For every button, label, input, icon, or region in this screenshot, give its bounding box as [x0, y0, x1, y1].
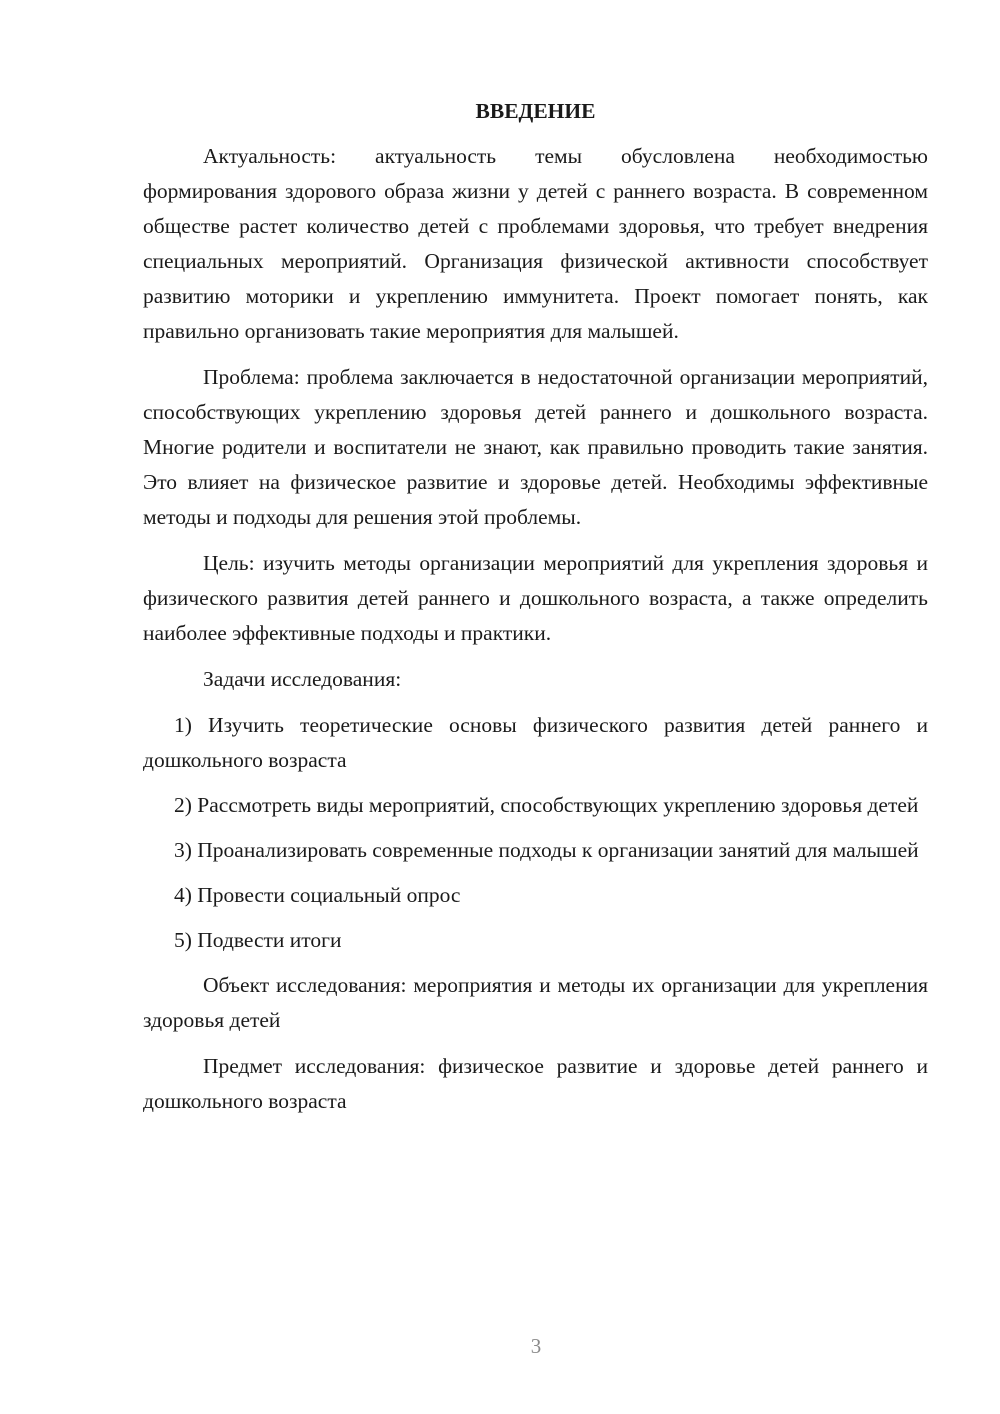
paragraph-goal: Цель: изучить методы организации мероприятий для укрепления здоровья и физического развития детей раннего и дошкольного возраста, а также определить наиболее эффективные подходы и практики.: [143, 551, 928, 645]
page-title: ВВЕДЕНИЕ: [475, 99, 596, 123]
list-item-task-1: 1) Изучить теоретические основы физического развития детей раннего и дошкольного возраста: [143, 713, 928, 772]
paragraph-tasks-heading: Задачи исследования:: [203, 667, 402, 691]
list-item-task-5: 5) Подвести итоги: [174, 928, 342, 952]
paragraph-relevance: Актуальность: актуальность темы обусловлена необходимостью формирования здорового образа жизни у детей с раннего возраста. В современном обществе растет количество детей с проблемами здоровья, что требует внедрения специальных мероприятий. Организация физической активности способствует развитию моторики и укреплению иммунитета. Проект помогает понять, как правильно организовать такие мероприятия для малышей.: [143, 144, 928, 343]
paragraph-object: Объект исследования: мероприятия и методы их организации для укрепления здоровья детей: [143, 973, 928, 1032]
paragraph-problem: Проблема: проблема заключается в недостаточной организации мероприятий, способствующих укреплению здоровья детей раннего и дошкольного возраста. Многие родители и воспитатели не знают, как правильно проводить такие занятия. Это влияет на физическое развитие и здоровье детей. Необходимы эффективные методы и подходы для решения этой проблемы.: [143, 365, 928, 529]
list-item-task-2: 2) Рассмотреть виды мероприятий, способствующих укреплению здоровья детей: [174, 793, 919, 817]
list-item-task-4: 4) Провести социальный опрос: [174, 883, 461, 907]
page-number: 3: [530, 1334, 542, 1358]
paragraph-subject: Предмет исследования: физическое развитие и здоровье детей раннего и дошкольного возраста: [143, 1054, 928, 1113]
document-body: [143, 94, 928, 1130]
list-item-task-3: 3) Проанализировать современные подходы к организации занятий для малышей: [174, 838, 919, 862]
